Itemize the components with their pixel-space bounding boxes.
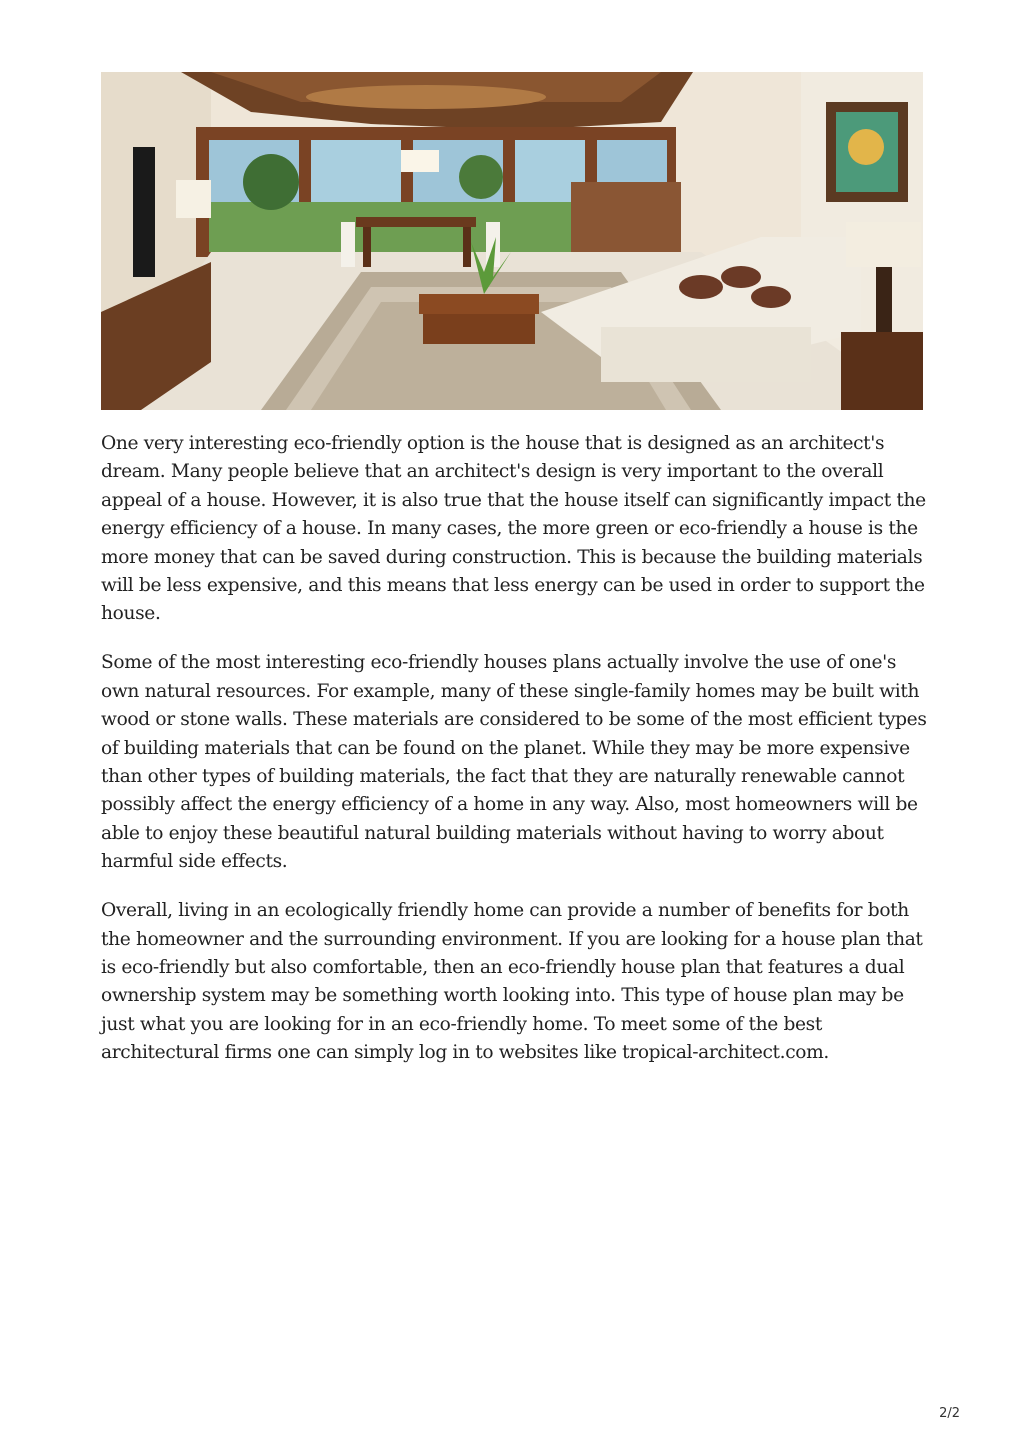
paragraph-3: Overall, living in an ecologically friendly home can provide a number of benefits for both the homeowner and the surrounding environment. If you are looking for a house plan that is eco-friendly but also comfortable, then an eco-friendly house plan that features a dual ownership system may be something worth looking into. This type of house plan may be just what you are looking for in an eco-friendly home. To meet some of the best architectural firms one can simply log in to websites like tropical-architect.com. <box>101 900 923 1064</box>
living-room-illustration <box>101 72 923 410</box>
page-number: 2/2 <box>939 1406 960 1421</box>
article-body <box>101 430 931 1088</box>
paragraph-1: One very interesting eco-friendly option is the house that is designed as an architect's dream. Many people believe that an architect's design is very important to the overall appeal of a house. However, it is also true that the house itself can significantly impact the energy efficiency of a house. In many cases, the more green or eco-friendly a house is the more money that can be saved during construction. This is because the building materials will be less expensive, and this means that less energy can be used in order to support the house. <box>101 433 926 625</box>
living-room-photo <box>101 72 923 410</box>
paragraph-2: Some of the most interesting eco-friendly houses plans actually involve the use of one's own natural resources. For example, many of these single-family homes may be built with wood or stone walls. These materials are considered to be some of the most efficient types of building materials that can be found on the planet. While they may be more expensive than other types of building materials, the fact that they are naturally renewable cannot possibly affect the energy efficiency of a home in any way. Also, most homeowners will be able to enjoy these beautiful natural building materials without having to worry about harmful side effects. <box>101 652 927 873</box>
